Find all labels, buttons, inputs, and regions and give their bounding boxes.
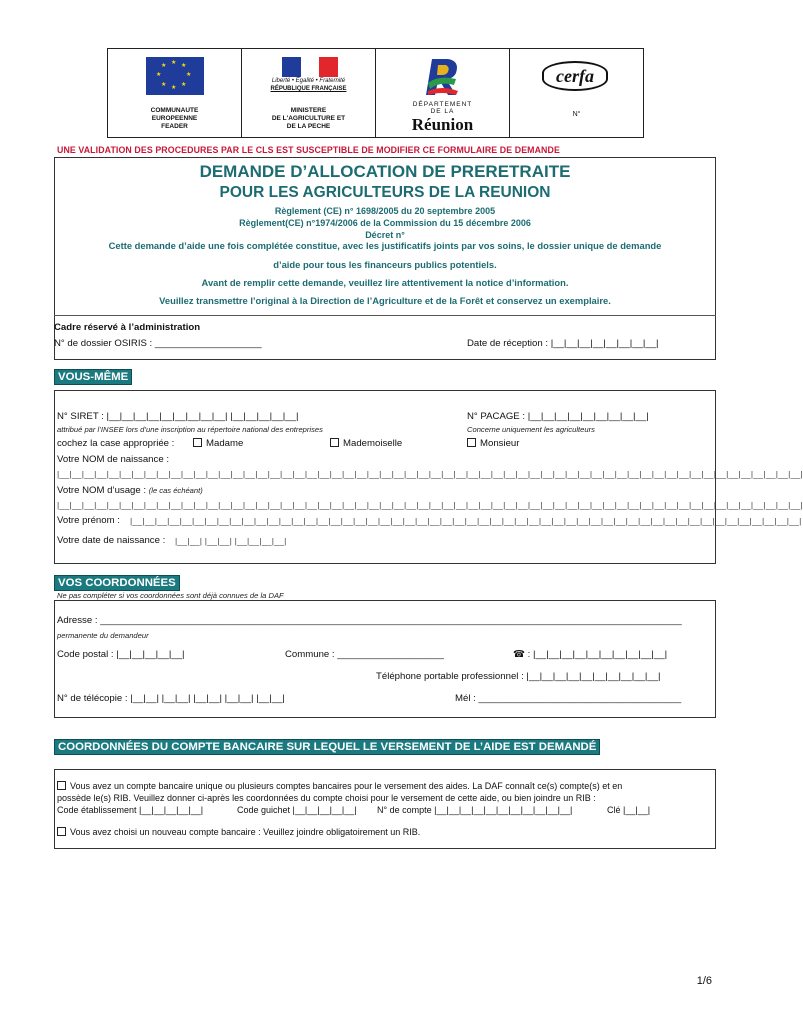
- siret-note: attribué par l’INSEE lors d’une inscription au répertoire national des entreprises: [57, 425, 323, 434]
- dept-label: DÉPARTEMENT DE LA: [412, 101, 473, 115]
- checkbox-icon[interactable]: [57, 781, 66, 790]
- bank-code-guichet[interactable]: Code guichet |__|__|__|__|__|: [237, 805, 357, 815]
- mobile-field[interactable]: Téléphone portable professionnel : |__|__|__|__|__|__|__|__|__|__|: [376, 671, 661, 682]
- civility-label: cochez la case appropriée :: [57, 438, 175, 449]
- admin-divider: [54, 315, 716, 316]
- checkbox-madame[interactable]: Madame: [193, 438, 243, 449]
- cerfa-number-label: N°: [572, 111, 581, 118]
- usage-name-label: Votre NOM d’usage : (le cas échéant): [57, 485, 203, 496]
- reunion-logo-cell: [375, 48, 510, 138]
- eu-flag-icon: ★ ★ ★ ★ ★ ★ ★ ★: [146, 57, 204, 95]
- section-bank: COORDONNÉES DU COMPTE BANCAIRE SUR LEQUEL LE VERSEMENT DE L’AIDE EST DEMANDÉ: [54, 739, 600, 755]
- bank-option-existing-line2: possède le(s) RIB. Veuillez donner ci-après les coordonnées du compte choisi pour le versement de cette aide, ou bien joindre un RIB :: [57, 793, 596, 803]
- firstname-boxes[interactable]: |__|__|__|__|__|__|__|__|__|__|__|__|__|__|__|__|__|__|__|__|__|__|__|__|__|__|__|__|__|__|__|__|__|__|__|__|__|__|__|__|__|__|__|__|__|__|__|__|__|__|__|__|__|__|: [130, 516, 802, 526]
- email-field[interactable]: Mél : ______________________________________: [455, 693, 682, 704]
- cerfa-logo: cerfa: [542, 61, 608, 91]
- info-line-2: d’aide pour tous les financeurs publics potentiels.: [273, 259, 497, 270]
- birthdate-label: Votre date de naissance :: [57, 535, 166, 546]
- address-note: permanente du demandeur: [57, 631, 149, 640]
- osiris-field: N° de dossier OSIRIS : ____________________: [54, 338, 262, 349]
- checkbox-icon[interactable]: [330, 438, 339, 447]
- commune-field[interactable]: Commune : ____________________: [285, 649, 444, 660]
- info-line-3: Avant de remplir cette demande, veuillez lire attentivement la notice d’information.: [201, 277, 569, 288]
- section-vous-meme: VOUS-MÊME: [54, 369, 132, 385]
- form-title-line2: POUR LES AGRICULTEURS DE LA REUNION: [219, 184, 551, 201]
- cerfa-logo-cell: [509, 48, 644, 138]
- regulation-1: Règlement (CE) n° 1698/2005 du 20 septembre 2005: [274, 206, 496, 216]
- info-line-1: Cette demande d’aide une fois complétée constitue, avec les justificatifs joints par vos soins, le dossier unique de demande: [108, 240, 662, 251]
- pacage-note: Concerne uniquement les agriculteurs: [467, 425, 595, 434]
- pacage-field[interactable]: N° PACAGE : |__|__|__|__|__|__|__|__|__|: [467, 411, 649, 422]
- eu-caption: COMMUNAUTE EUROPEENNE FEADER: [150, 107, 199, 130]
- fax-field[interactable]: N° de télécopie : |__|__| |__|__| |__|__| |__|__| |__|__|: [57, 693, 285, 704]
- bank-option-existing[interactable]: Vous avez un compte bancaire unique ou plusieurs comptes bancaires pour le versement des aides. La DAF connaît ce(s) compte(s) et en: [57, 781, 622, 791]
- checkbox-mademoiselle[interactable]: Mademoiselle: [330, 438, 402, 449]
- postal-code-field[interactable]: Code postal : |__|__|__|__|__|: [57, 649, 185, 660]
- reunion-r-logo-icon: [416, 55, 470, 99]
- reception-date-field: Date de réception : |__|__|__|__|__|__|__|__|: [467, 338, 659, 349]
- bank-code-etablissement[interactable]: Code établissement |__|__|__|__|__|: [57, 805, 204, 815]
- phone-field[interactable]: ☎ : |__|__|__|__|__|__|__|__|__|__|: [513, 649, 668, 660]
- section-coordonnees: VOS COORDONNÉES: [54, 575, 180, 591]
- admin-title: Cadre réservé à l’administration: [54, 322, 201, 333]
- phone-icon: ☎: [513, 649, 528, 660]
- dept-name: Réunion: [411, 115, 474, 134]
- form-title-line1: DEMANDE D’ALLOCATION DE PRERETRAITE: [199, 162, 571, 181]
- ministry-logo-cell: [241, 48, 376, 138]
- info-line-4: Veuillez transmettre l’original à la Direction de l’Agriculture et de la Forêt et conservez un exemplaire.: [159, 295, 611, 306]
- siret-field[interactable]: N° SIRET : |__|__|__|__|__|__|__|__|__| |__|__|__|__|__|: [57, 411, 299, 422]
- republic-name: RÉPUBLIQUE FRANÇAISE: [270, 86, 347, 92]
- marianne-flag-icon: [282, 57, 338, 77]
- firstname-label: Votre prénom :: [57, 515, 120, 526]
- checkbox-monsieur[interactable]: Monsieur: [467, 438, 519, 449]
- birth-name-label: Votre NOM de naissance :: [57, 454, 169, 465]
- bank-account-number[interactable]: N° de compte |__|__|__|__|__|__|__|__|__|__|__|: [377, 805, 573, 815]
- usage-name-boxes[interactable]: |__|__|__|__|__|__|__|__|__|__|__|__|__|__|__|__|__|__|__|__|__|__|__|__|__|__|__|__|__|__|__|__|__|__|__|__|__|__|__|__|__|__|__|__|__|__|__|__|__|__|__|__|__|__|__|__|__|__|__|__|: [57, 500, 803, 510]
- republic-motto: Liberté • Égalité • Fraternité: [271, 78, 346, 84]
- checkbox-icon[interactable]: [193, 438, 202, 447]
- birthdate-boxes[interactable]: |__|__| |__|__| |__|__|__|__|: [175, 536, 287, 546]
- page-number: 1/6: [696, 975, 712, 987]
- coordonnees-note: Ne pas compléter si vos coordonnées sont déjà connues de la DAF: [57, 591, 284, 600]
- checkbox-icon[interactable]: [57, 827, 66, 836]
- usage-name-note: (le cas échéant): [148, 486, 203, 495]
- validation-warning: UNE VALIDATION DES PROCEDURES PAR LE CLS EST SUSCEPTIBLE DE MODIFIER CE FORMULAIRE DE DEMANDE: [57, 145, 560, 155]
- bank-key[interactable]: Clé |__|__|: [607, 805, 651, 815]
- checkbox-icon[interactable]: [467, 438, 476, 447]
- ministry-caption: MINISTERE DE L'AGRICULTURE ET DE LA PECHE: [271, 107, 346, 130]
- bank-option-new[interactable]: Vous avez choisi un nouveau compte bancaire : Veuillez joindre obligatoirement un RIB.: [57, 827, 420, 837]
- address-field[interactable]: Adresse : _____________________________________________________________________________________________________________: [57, 615, 682, 626]
- decree: Décret n°: [365, 230, 405, 240]
- eu-logo-cell: [107, 48, 242, 138]
- birth-name-boxes[interactable]: |__|__|__|__|__|__|__|__|__|__|__|__|__|__|__|__|__|__|__|__|__|__|__|__|__|__|__|__|__|__|__|__|__|__|__|__|__|__|__|__|__|__|__|__|__|__|__|__|__|__|__|__|__|__|__|__|__|__|__|__|: [57, 469, 803, 479]
- regulation-2: Règlement(CE) n°1974/2006 de la Commission du 15 décembre 2006: [239, 218, 531, 228]
- logo-row: [107, 48, 647, 138]
